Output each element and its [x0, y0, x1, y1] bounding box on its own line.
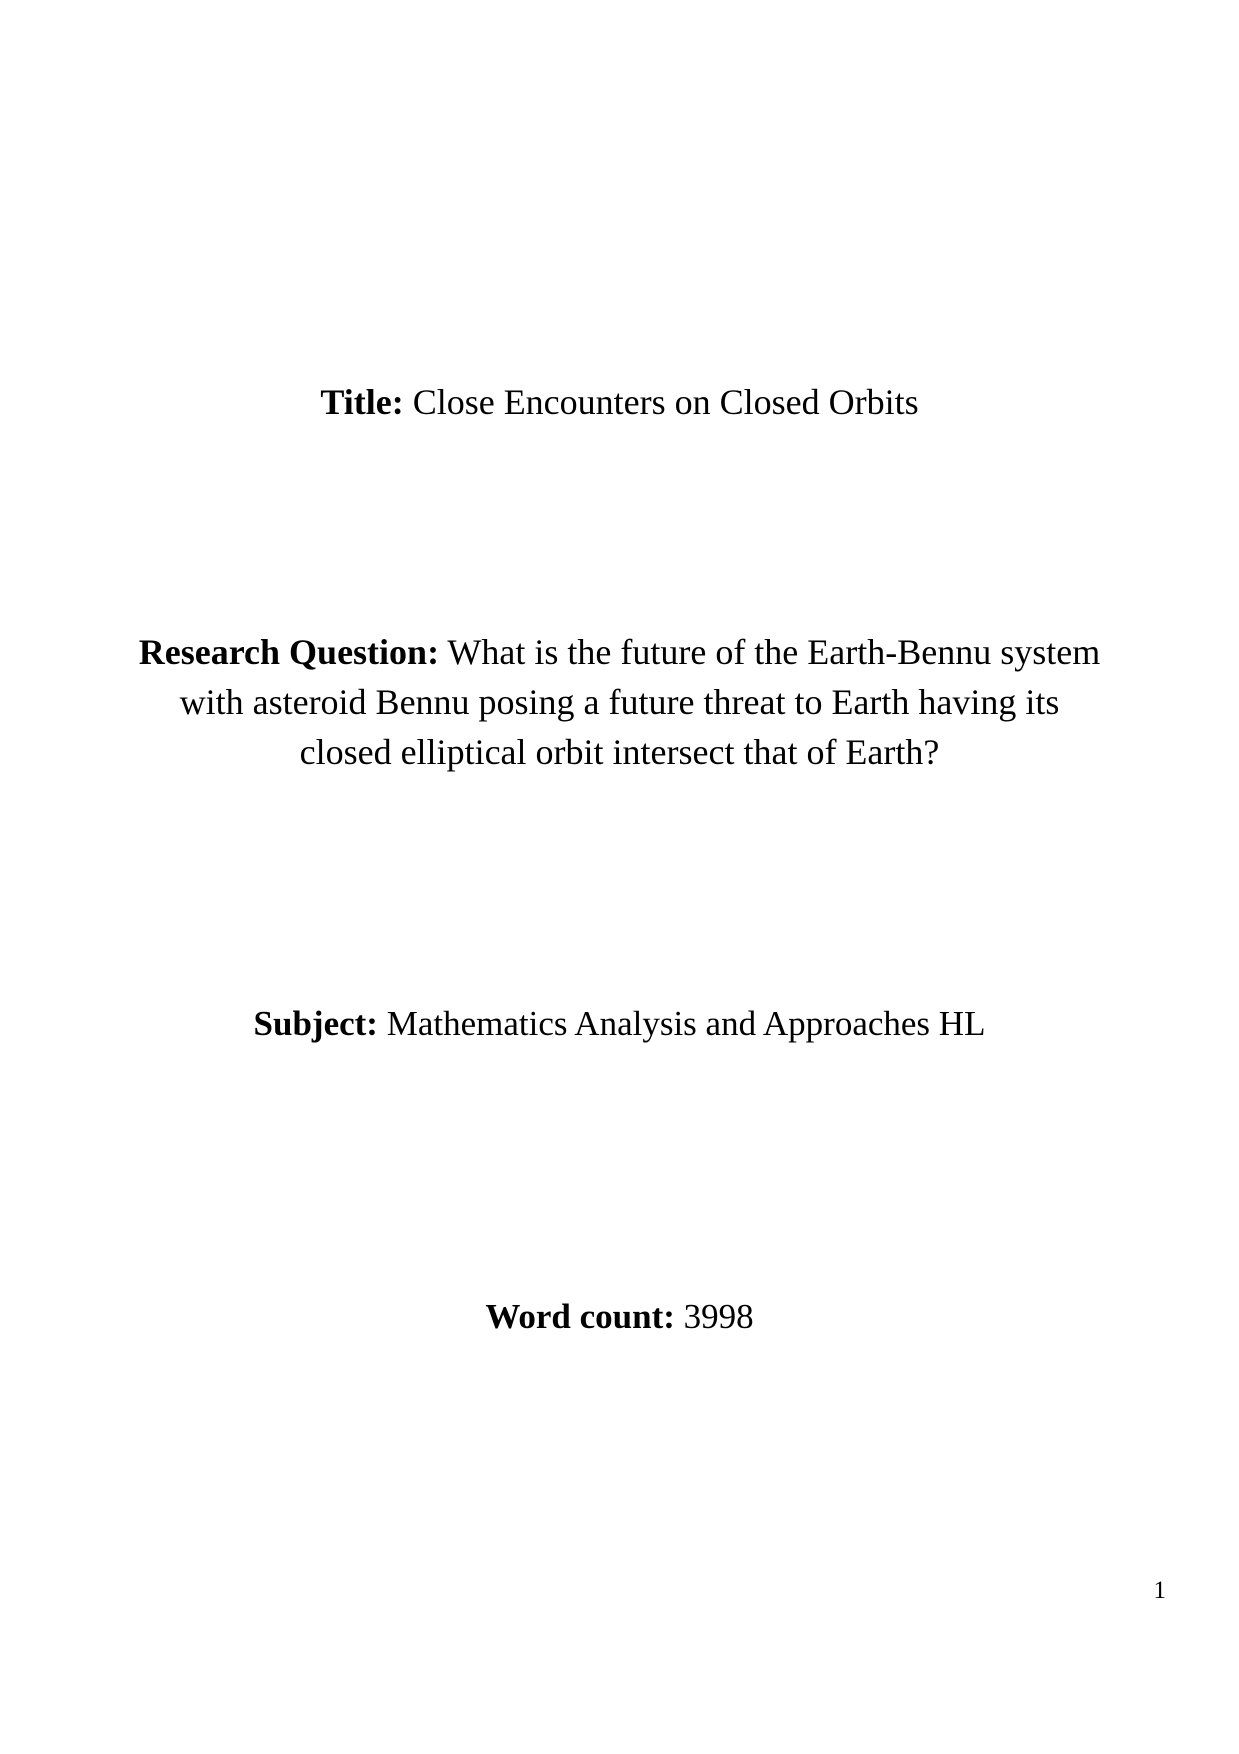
title-text: Close Encounters on Closed Orbits — [403, 382, 919, 422]
word-count-value: 3998 — [674, 1297, 754, 1336]
research-question — [0, 627, 1239, 777]
subject-text: Mathematics Analysis and Approaches HL — [377, 1004, 986, 1043]
page-number: 1 — [1153, 1577, 1166, 1604]
research-question-label: Research Question: — [138, 632, 440, 672]
title-label: Title: — [320, 382, 404, 422]
research-question-line-1-text: What is the future of the Earth-Bennu system — [439, 632, 1101, 672]
research-question-line-3: closed elliptical orbit intersect that of Earth? — [299, 732, 940, 772]
title-line — [0, 377, 1239, 427]
word-count-label: Word count: — [485, 1297, 675, 1336]
research-question-line-1 — [0, 627, 1239, 677]
subject-label: Subject: — [253, 1004, 378, 1043]
research-question-line-2: with asteroid Bennu posing a future threat to Earth having its — [179, 682, 1060, 722]
word-count-line — [0, 1292, 1239, 1342]
subject-line — [0, 999, 1239, 1049]
